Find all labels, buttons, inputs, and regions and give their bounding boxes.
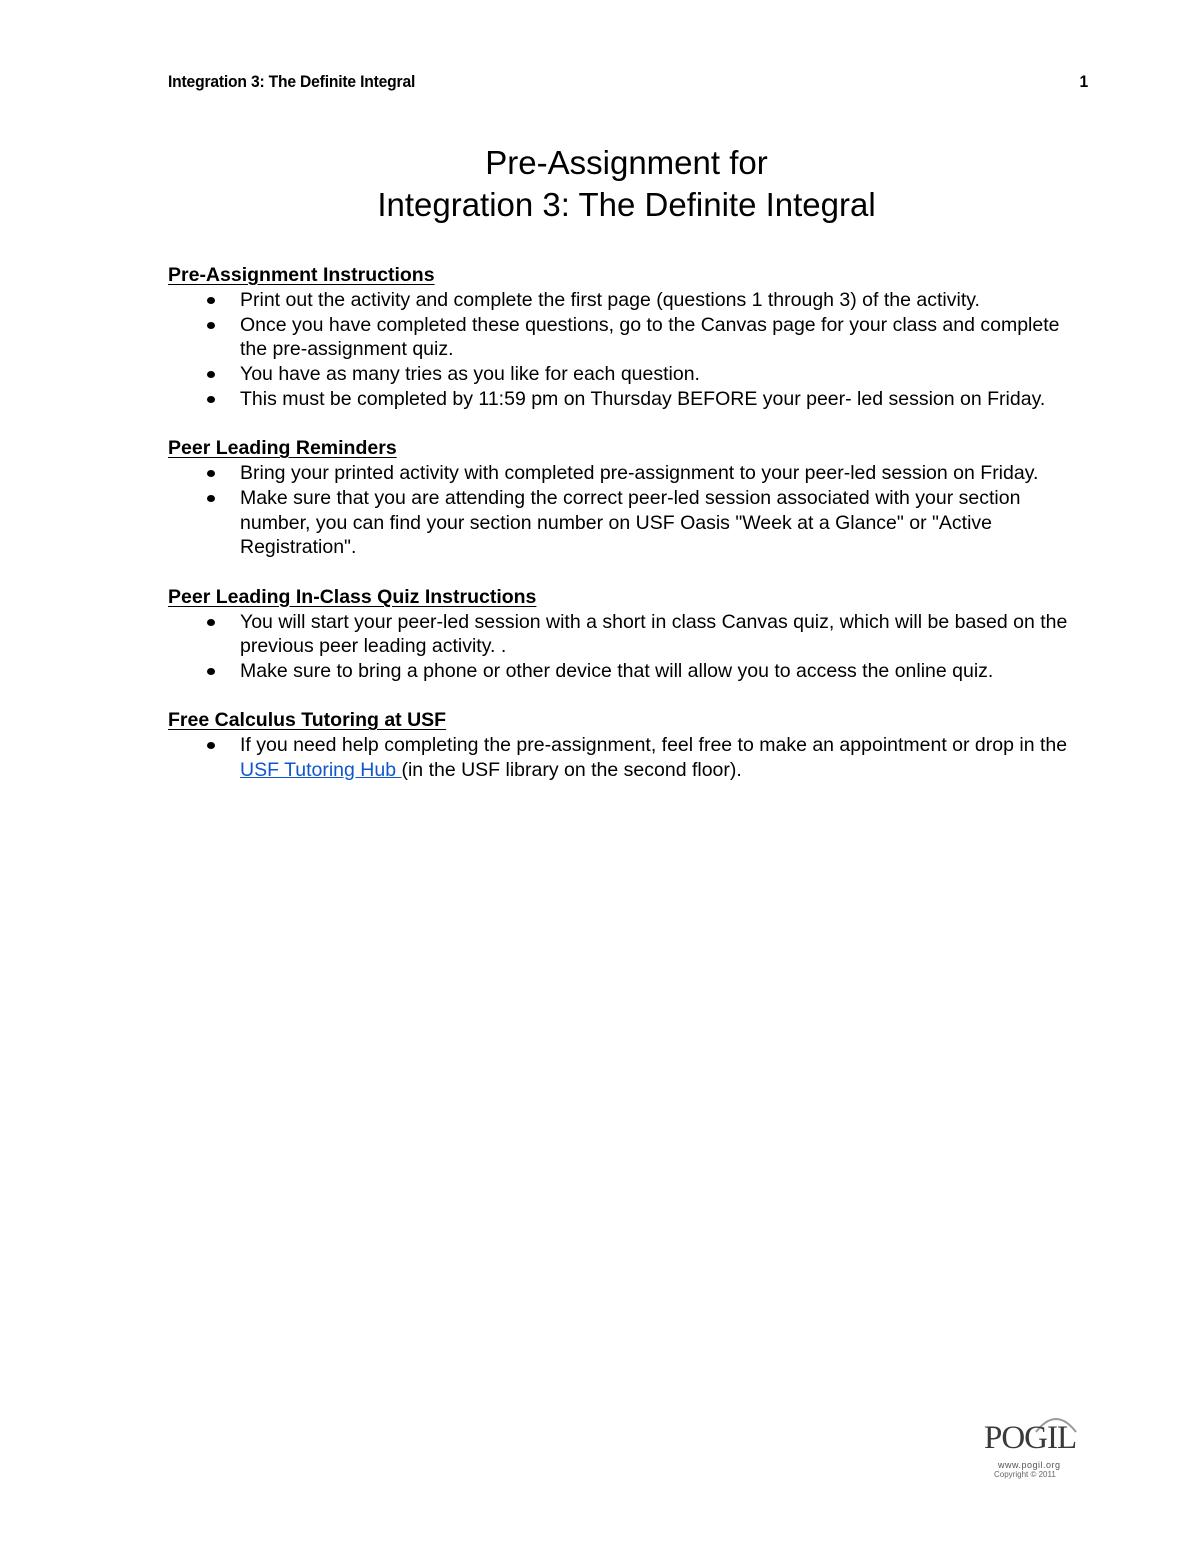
list-item-text-before-link: If you need help completing the pre-assignment, feel free to make an appointment or drop in the <box>240 734 1068 757</box>
bullet-icon <box>207 470 215 477</box>
list-item-text: This must be completed by 11:59 pm on Thursday BEFORE your peer- led session on Friday. <box>240 387 1046 410</box>
bullet-list <box>168 610 1085 684</box>
section-heading: Free Calculus Tutoring at USF <box>168 709 447 732</box>
section-free-calculus-tutoring <box>168 708 1085 782</box>
bullet-list <box>168 461 1085 560</box>
bullet-icon <box>207 297 215 304</box>
list-item <box>168 288 1085 313</box>
bullet-icon <box>207 322 215 329</box>
list-item <box>168 387 1085 412</box>
bullet-list <box>168 733 1085 783</box>
bullet-icon <box>207 668 215 675</box>
list-item-text: Bring your printed activity with completed pre-assignment to your peer-led session on Friday. <box>240 462 1039 485</box>
title-line-1: Pre-Assignment for <box>485 144 768 181</box>
list-item-text: Once you have completed these questions, go to the Canvas page for your class and complete the pre-assignment quiz. <box>240 313 1060 361</box>
section-peer-leading-reminders <box>168 436 1085 560</box>
running-header <box>168 72 1088 92</box>
section-in-class-quiz-instructions <box>168 585 1085 684</box>
list-item <box>168 362 1085 387</box>
pogil-url: www.pogil.org <box>998 1460 1061 1470</box>
bullet-icon <box>207 371 215 378</box>
list-item <box>168 610 1085 660</box>
usf-tutoring-hub-link[interactable]: USF Tutoring Hub <box>240 759 402 782</box>
pogil-wordmark: POGIL <box>984 1420 1077 1456</box>
bullet-icon <box>207 396 215 403</box>
bullet-icon <box>207 619 215 626</box>
list-item-text-after-link: (in the USF library on the second floor). <box>401 759 742 782</box>
bullet-icon <box>207 495 215 502</box>
section-heading: Pre-Assignment Instructions <box>168 264 435 286</box>
section-pre-assignment-instructions <box>168 263 1085 412</box>
list-item-text: You will start your peer-led session with a short in class Canvas quiz, which will be based on the previous peer leading activity. . <box>240 610 1068 658</box>
list-item <box>168 659 1085 684</box>
pogil-logo <box>984 1412 1084 1482</box>
section-heading: Peer Leading In-Class Quiz Instructions <box>168 585 537 608</box>
document-body <box>168 263 1085 807</box>
list-item-text: Make sure that you are attending the correct peer-led session associated with your section number, you can find your section number on USF Oasis "Week at a Glance" or "Active Registration". <box>240 486 1021 559</box>
list-item <box>168 733 1085 783</box>
list-item <box>168 461 1085 486</box>
bullet-icon <box>207 742 215 749</box>
list-item-text: Make sure to bring a phone or other device that will allow you to access the online quiz. <box>240 660 994 683</box>
bullet-list <box>168 288 1085 412</box>
page-number: 1 <box>1079 72 1088 91</box>
document-title <box>168 142 1085 226</box>
title-line-2: Integration 3: The Definite Integral <box>377 186 876 223</box>
running-title: Integration 3: The Definite Integral <box>168 72 416 91</box>
list-item <box>168 313 1085 363</box>
list-item-text: You have as many tries as you like for each question. <box>240 363 700 386</box>
pogil-copyright: Copyright © 2011 <box>994 1470 1056 1479</box>
list-item <box>168 486 1085 560</box>
section-heading: Peer Leading Reminders <box>168 437 397 460</box>
list-item-text: Print out the activity and complete the first page (questions 1 through 3) of the activity. <box>240 288 980 311</box>
